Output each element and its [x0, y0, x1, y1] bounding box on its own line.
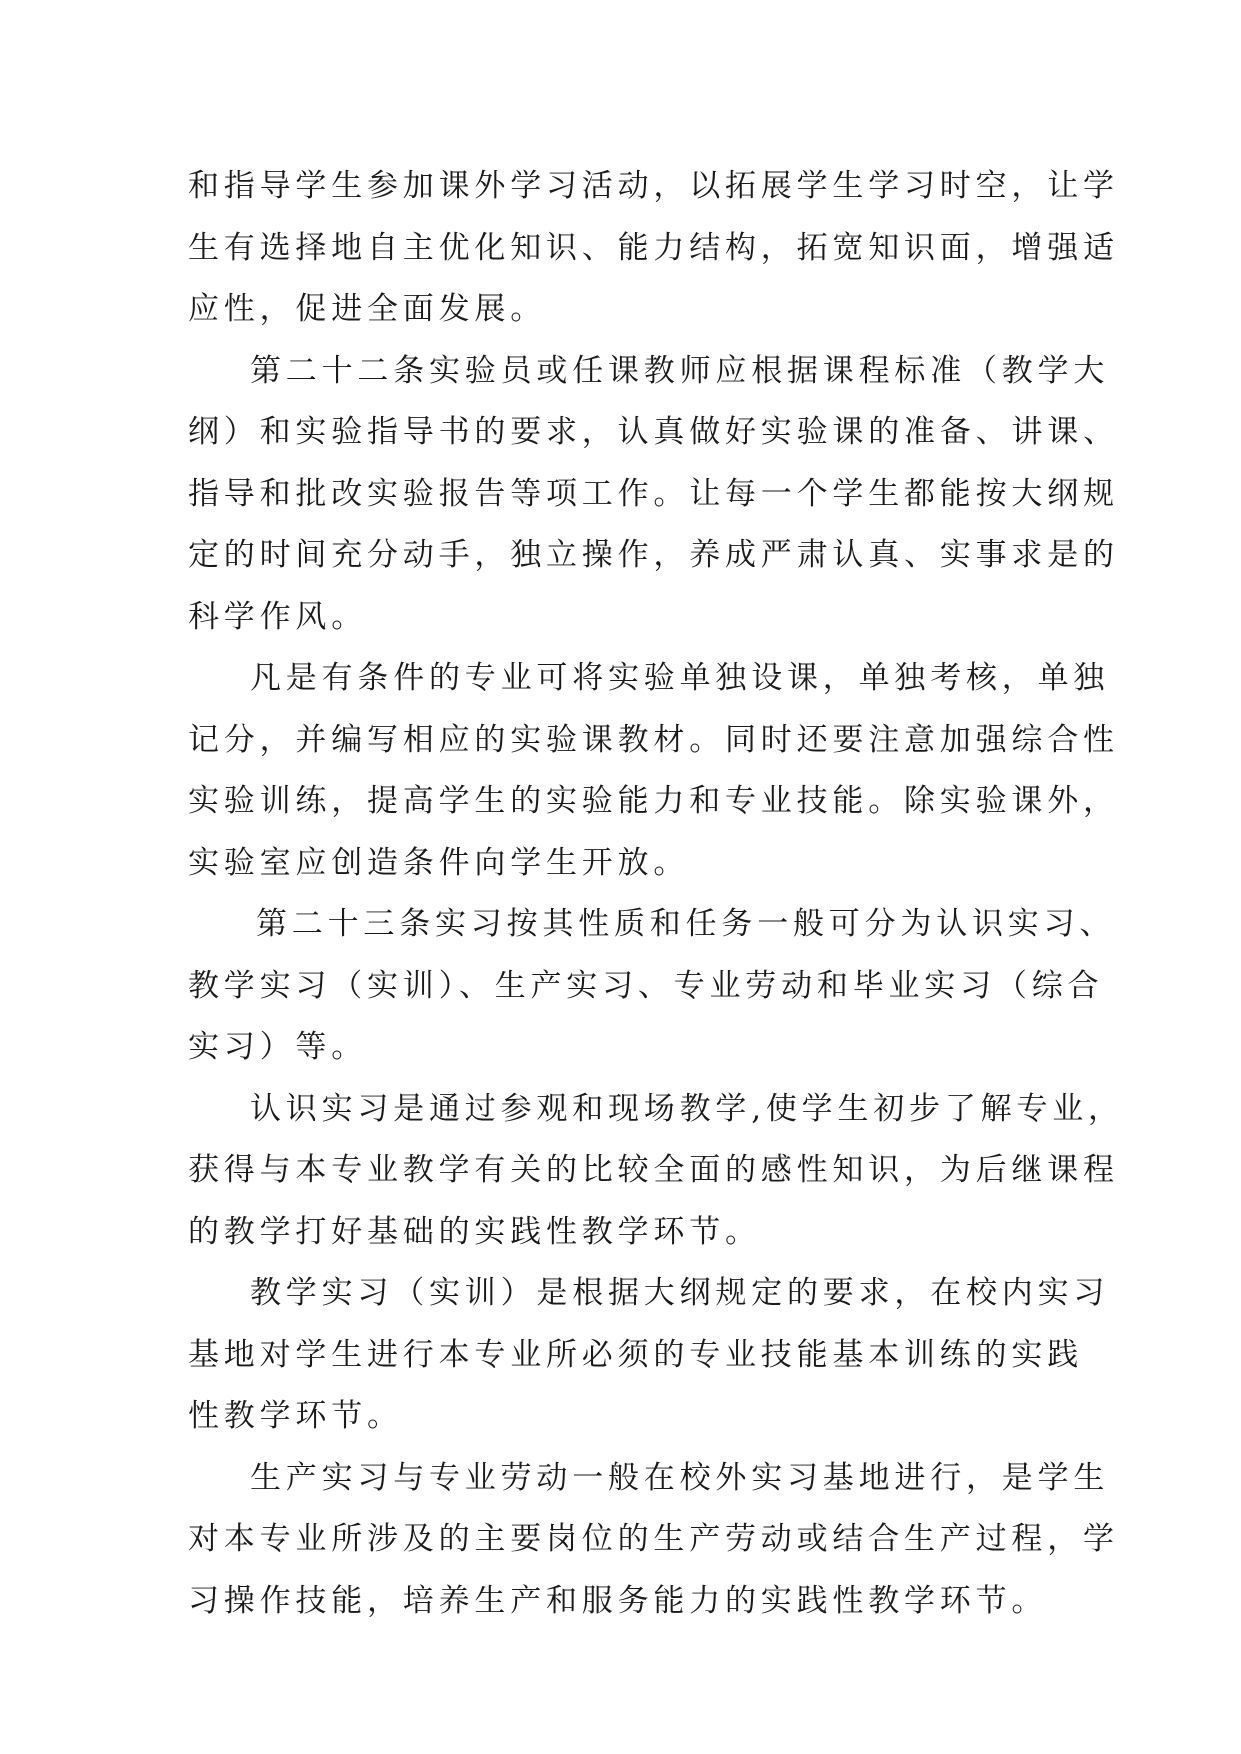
text-line: 实验室应创造条件向学生开放。 — [188, 844, 690, 881]
text-line: 获得与本专业教学有关的比较全面的感性知识，为后继课程 — [188, 1152, 1119, 1188]
paragraph-start-line: 第二十二条实验员或任课教师应根据课程标准（教学大 — [250, 352, 1110, 389]
text-line: 应性，促进全面发展。 — [188, 291, 546, 327]
text-line: 教学实习（实训）、生产实习、专业劳动和毕业实习（综合 — [188, 967, 1104, 1004]
text-line: 实习）等。 — [188, 1029, 367, 1065]
text-line: 的教学打好基础的实践性教学环节。 — [188, 1213, 761, 1250]
paragraph-start-line: 教学实习（实训）是根据大纲规定的要求，在校内实习 — [250, 1275, 1110, 1311]
paragraph-start-line: 生产实习与专业劳动一般在校外实习基地进行，是学生 — [250, 1459, 1110, 1496]
text-line: 记分，并编写相应的实验课教材。同时还要注意加强综合性 — [188, 721, 1119, 758]
text-line: 实验训练，提高学生的实验能力和专业技能。除实验课外， — [188, 783, 1119, 819]
paragraph-start-line: 认识实习是通过参观和现场教学,使学生初步了解专业， — [250, 1090, 1124, 1127]
text-line: 基地对学生进行本专业所必须的专业技能基本训练的实践 — [188, 1336, 1083, 1373]
paragraph-start-line: 第二十三条实习按其性质和任务一般可分为认识实习、 — [256, 906, 1116, 942]
text-line: 习操作技能，培养生产和服务能力的实践性教学环节。 — [188, 1582, 1048, 1619]
text-line: 性教学环节。 — [188, 1398, 403, 1434]
text-line: 定的时间充分动手，独立操作，养成严肃认真、实事求是的 — [188, 537, 1119, 573]
body-text — [188, 156, 1124, 1632]
text-line: 纲）和实验指导书的要求，认真做好实验课的准备、讲课、 — [188, 414, 1119, 450]
text-line: 和指导学生参加课外学习活动，以拓展学生学习时空，让学 — [188, 168, 1119, 204]
text-line: 对本专业所涉及的主要岗位的生产劳动或结合生产过程，学 — [188, 1521, 1119, 1557]
paragraph-start-line: 凡是有条件的专业可将实验单独设课，单独考核，单独 — [250, 660, 1110, 696]
text-line: 生有选择地自主优化知识、能力结构，拓宽知识面，增强适 — [188, 229, 1119, 266]
text-line: 科学作风。 — [188, 598, 367, 635]
text-line: 指导和批改实验报告等项工作。让每一个学生都能按大纲规 — [188, 475, 1119, 512]
